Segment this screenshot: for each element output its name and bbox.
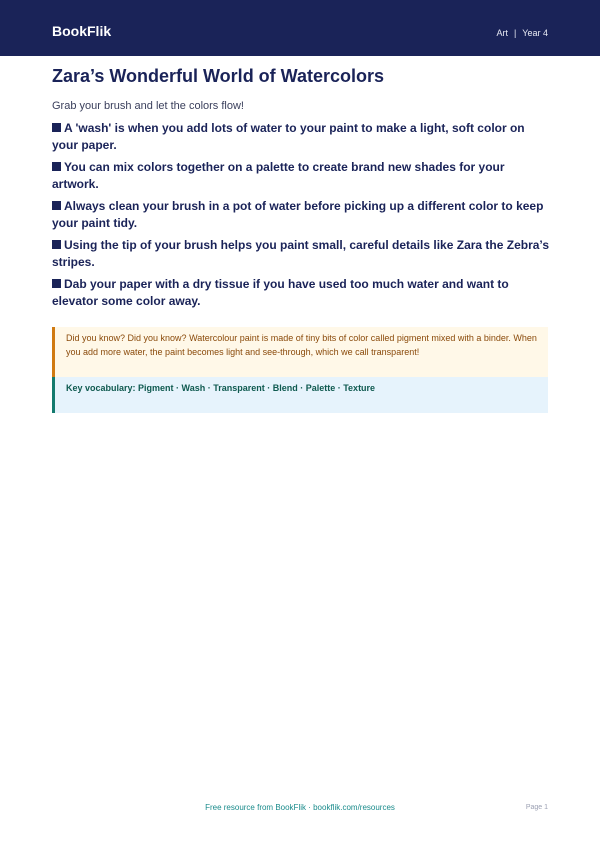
list-item (52, 276, 552, 310)
tips-list (52, 120, 552, 315)
list-item (52, 237, 552, 271)
page-title: Zara’s Wonderful World of Watercolors (52, 66, 385, 86)
callout-text: Did you know? Did you know? Watercolour paint is made of tiny bits of color called pigment mixed with a binder. When you add more water, the paint becomes light and see-through, which we call transparent! (66, 333, 537, 357)
page-footer (0, 802, 600, 814)
point-text: Dab your paper with a dry tissue if you have used too much water and want to elevator some color away. (52, 277, 509, 308)
point-text: A 'wash' is when you add lots of water to your paint to make a light, soft color on your paper. (52, 121, 525, 152)
page-header (0, 0, 600, 56)
square-bullet-icon (52, 279, 61, 288)
square-bullet-icon (52, 201, 61, 210)
list-item (52, 198, 552, 232)
square-bullet-icon (52, 240, 61, 249)
point-text: Always clean your brush in a pot of water before picking up a different color to keep your paint tidy. (52, 199, 544, 230)
brand-logo: BookFlik (52, 23, 112, 39)
square-bullet-icon (52, 123, 61, 132)
meta-separator: | (513, 28, 517, 38)
square-bullet-icon (52, 162, 61, 171)
footer-link[interactable]: Free resource from BookFlik · bookflik.com/resources (205, 803, 395, 812)
list-item (52, 120, 552, 154)
point-text: You can mix colors together on a palette to create brand new shades for your artwork. (52, 160, 505, 191)
list-item (52, 159, 552, 193)
point-text: Using the tip of your brush helps you paint small, careful details like Zara the Zebra’s stripes. (52, 238, 549, 269)
year-label: Year 4 (522, 28, 548, 38)
vocabulary-text: Key vocabulary: Pigment · Wash · Transparent · Blend · Palette · Texture (66, 383, 376, 393)
vocabulary-box (52, 377, 548, 413)
page-number: Page 1 (525, 804, 548, 811)
did-you-know-callout (52, 327, 548, 377)
header-meta (496, 28, 548, 39)
page-subtitle: Grab your brush and let the colors flow! (52, 100, 244, 112)
subject-label: Art (496, 28, 508, 38)
